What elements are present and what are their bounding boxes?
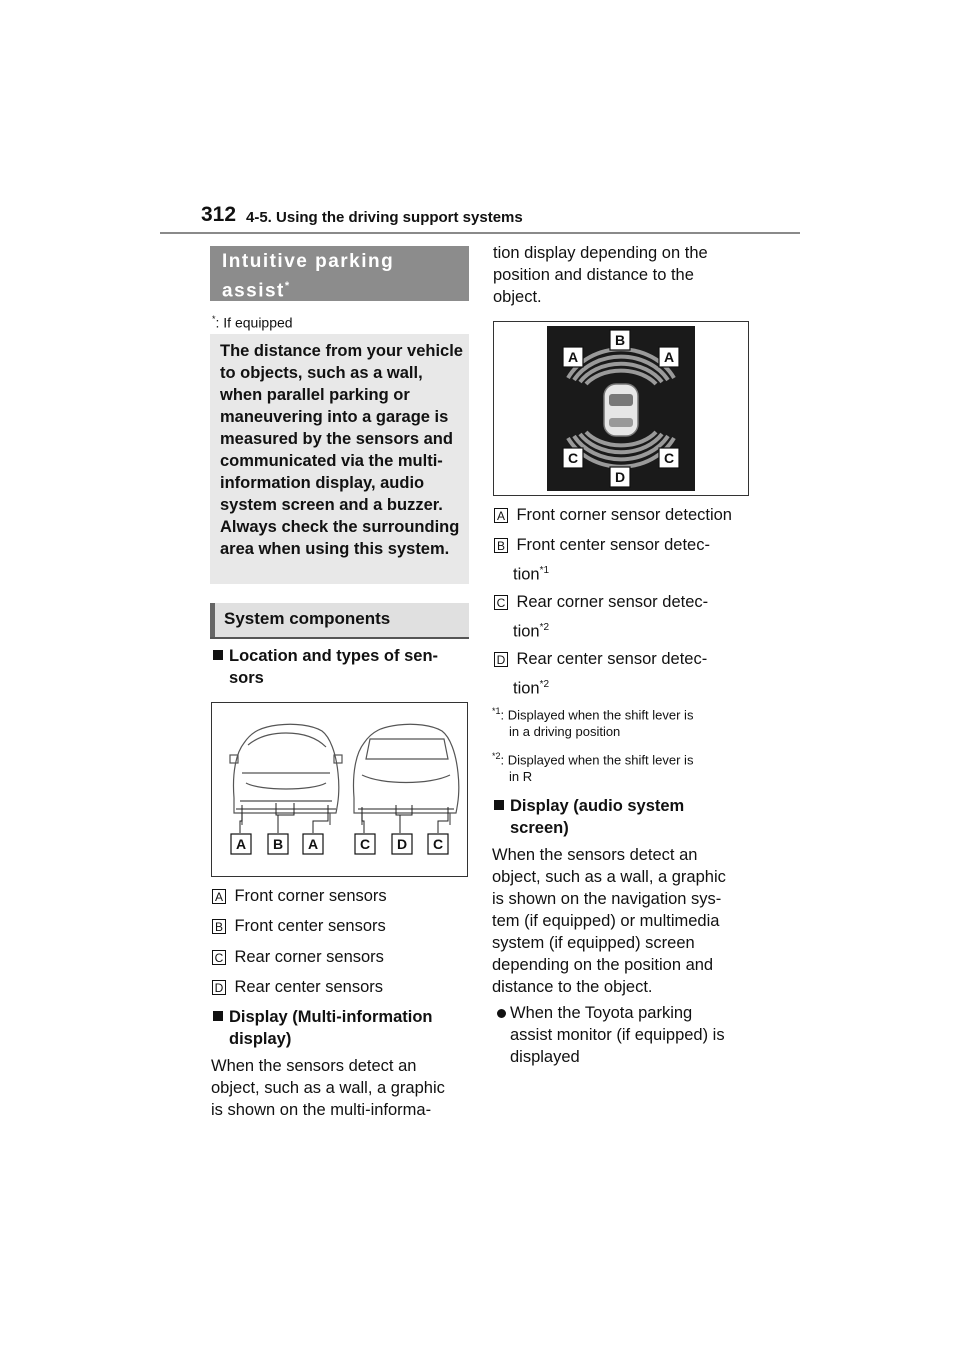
bullet-line: When the Toyota parking	[510, 1004, 693, 1022]
legend-badge: C	[212, 950, 226, 965]
fig2-label-d: D	[614, 469, 626, 485]
page-title-text: Intuitive parking assist	[222, 251, 395, 302]
legend-text-line2: tion	[513, 622, 540, 641]
text-line: position and distance to the	[493, 266, 694, 284]
fig1-label-d: D	[396, 836, 408, 852]
fig2-label-c-left: C	[567, 450, 579, 466]
note-line: : Displayed when the shift lever is	[500, 752, 694, 768]
legend-text: Front corner sensor detection	[516, 506, 732, 524]
legend-badge: A	[212, 889, 226, 904]
figure-label-boxes	[231, 834, 448, 854]
mid-legend-item	[494, 650, 707, 699]
legend-text: Front center sensor detec-	[516, 536, 710, 554]
note-mark: *1	[492, 706, 501, 716]
equipped-footnote	[212, 314, 293, 331]
mid-display-text-right	[493, 242, 708, 308]
audio-bullet	[494, 1002, 754, 1068]
shift-note	[492, 748, 693, 785]
legend-text-continued	[513, 622, 708, 642]
front-sensor-lines	[236, 801, 336, 833]
note-line: in R	[509, 769, 533, 785]
legend-badge: C	[494, 595, 508, 610]
text-line: distance to the object.	[492, 978, 653, 996]
components-heading-box	[210, 603, 469, 638]
note-line: : Displayed when the shift lever is	[500, 707, 694, 723]
heading-square-icon	[213, 650, 223, 660]
text-line: object, such as a wall, a graphic	[211, 1079, 445, 1097]
page-number: 312	[201, 203, 237, 226]
text-line: tem (if equipped) or multimedia	[492, 912, 720, 930]
mid-display-heading-line2: display)	[229, 1030, 292, 1048]
sensor-location-illustration	[212, 703, 467, 876]
mid-display-heading-line1: Display (Multi-information	[229, 1008, 433, 1026]
legend-text: Rear center sensors	[234, 978, 384, 996]
heading-square-icon	[213, 1011, 223, 1021]
legend-sup: *2	[539, 679, 550, 690]
fig1-label-b: B	[272, 836, 284, 852]
audio-display-text	[492, 844, 726, 998]
footnote-text: : If equipped	[215, 314, 293, 331]
legend-badge: D	[212, 980, 226, 995]
fig1-label-c-right: C	[432, 836, 444, 852]
text-line: tion display depending on the	[493, 244, 708, 262]
section-title: 4-5. Using the driving support systems	[246, 209, 523, 226]
location-legend-item	[212, 917, 386, 936]
legend-text-continued	[513, 565, 710, 585]
rear-car-drawing	[353, 724, 458, 825]
legend-text: Rear corner sensor detec-	[516, 593, 709, 611]
text-line: depending on the position and	[492, 956, 714, 974]
intro-text: The distance from your vehicle to objects, such as a wall, when parallel parking or maneuvering into a garage is measured by the sensors and communicated via the multi-information display, audio system screen and a buzzer. Always check the surrounding area when using this system.	[220, 342, 463, 558]
mid-display-text-left	[211, 1055, 445, 1121]
text-line: system (if equipped) screen	[492, 934, 695, 952]
audio-display-heading-line1: Display (audio system	[510, 797, 685, 815]
components-heading: System components	[224, 609, 391, 628]
legend-text-line2: tion	[513, 565, 540, 584]
location-heading-line1: Location and types of sen-	[229, 647, 439, 665]
header-rule	[160, 232, 800, 234]
note-mark: *2	[492, 751, 501, 761]
legend-badge: B	[494, 538, 508, 553]
mid-display-illustration	[494, 322, 748, 495]
location-legend-item	[212, 978, 383, 997]
mid-display-heading	[213, 1006, 473, 1050]
text-line: object.	[493, 288, 542, 306]
fig2-label-a-right: A	[663, 349, 675, 365]
mid-legend-item	[494, 536, 710, 585]
mid-legend-item	[494, 593, 708, 642]
fig1-label-c-left: C	[359, 836, 371, 852]
legend-text: Rear center sensor detec-	[516, 650, 708, 668]
legend-text: Rear corner sensors	[234, 948, 384, 966]
text-line: is shown on the navigation sys-	[492, 890, 722, 908]
intro-box	[210, 334, 469, 584]
audio-display-heading	[494, 795, 754, 839]
legend-text-line2: tion	[513, 679, 540, 698]
legend-text-continued	[513, 679, 707, 699]
bullet-line: displayed	[510, 1048, 580, 1066]
text-line: When the sensors detect an	[492, 846, 698, 864]
legend-badge: B	[212, 919, 226, 934]
footnote-mark: *	[212, 314, 216, 324]
components-rule	[210, 637, 469, 639]
note-line: in a driving position	[509, 724, 621, 740]
fig1-label-a-left: A	[235, 836, 247, 852]
legend-text: Front center sensors	[234, 917, 386, 935]
page-title-box	[210, 246, 469, 301]
location-heading-line2: sors	[229, 669, 264, 687]
text-line: object, such as a wall, a graphic	[492, 868, 726, 886]
audio-display-heading-line2: screen)	[510, 819, 569, 837]
sensor-location-figure	[211, 702, 468, 877]
text-line: is shown on the multi-informa-	[211, 1101, 432, 1119]
fig2-label-c-right: C	[663, 450, 675, 466]
fig2-label-a-left: A	[567, 349, 579, 365]
legend-sup: *2	[539, 622, 550, 633]
heading-square-icon	[494, 800, 504, 810]
fig1-label-a-right: A	[307, 836, 319, 852]
audio-bullet-text	[494, 1002, 754, 1068]
legend-badge: D	[494, 652, 508, 667]
location-heading	[213, 645, 473, 689]
legend-sup: *1	[539, 565, 550, 576]
location-legend-item	[212, 948, 384, 967]
rear-sensor-lines	[358, 805, 454, 833]
car-top-view-icon	[604, 384, 638, 436]
bullet-line: assist monitor (if equipped) is	[510, 1026, 725, 1044]
fig2-label-b: B	[614, 332, 626, 348]
text-line: When the sensors detect an	[211, 1057, 417, 1075]
mid-legend-item	[494, 506, 732, 525]
front-car-drawing	[230, 724, 342, 825]
bullet-icon	[497, 1009, 506, 1018]
mid-display-figure	[493, 321, 749, 496]
page-title	[222, 250, 469, 303]
legend-badge: A	[494, 508, 508, 523]
location-legend-item	[212, 887, 387, 906]
page-title-mark: *	[284, 280, 291, 292]
legend-text: Front corner sensors	[234, 887, 387, 905]
shift-note	[492, 703, 693, 740]
